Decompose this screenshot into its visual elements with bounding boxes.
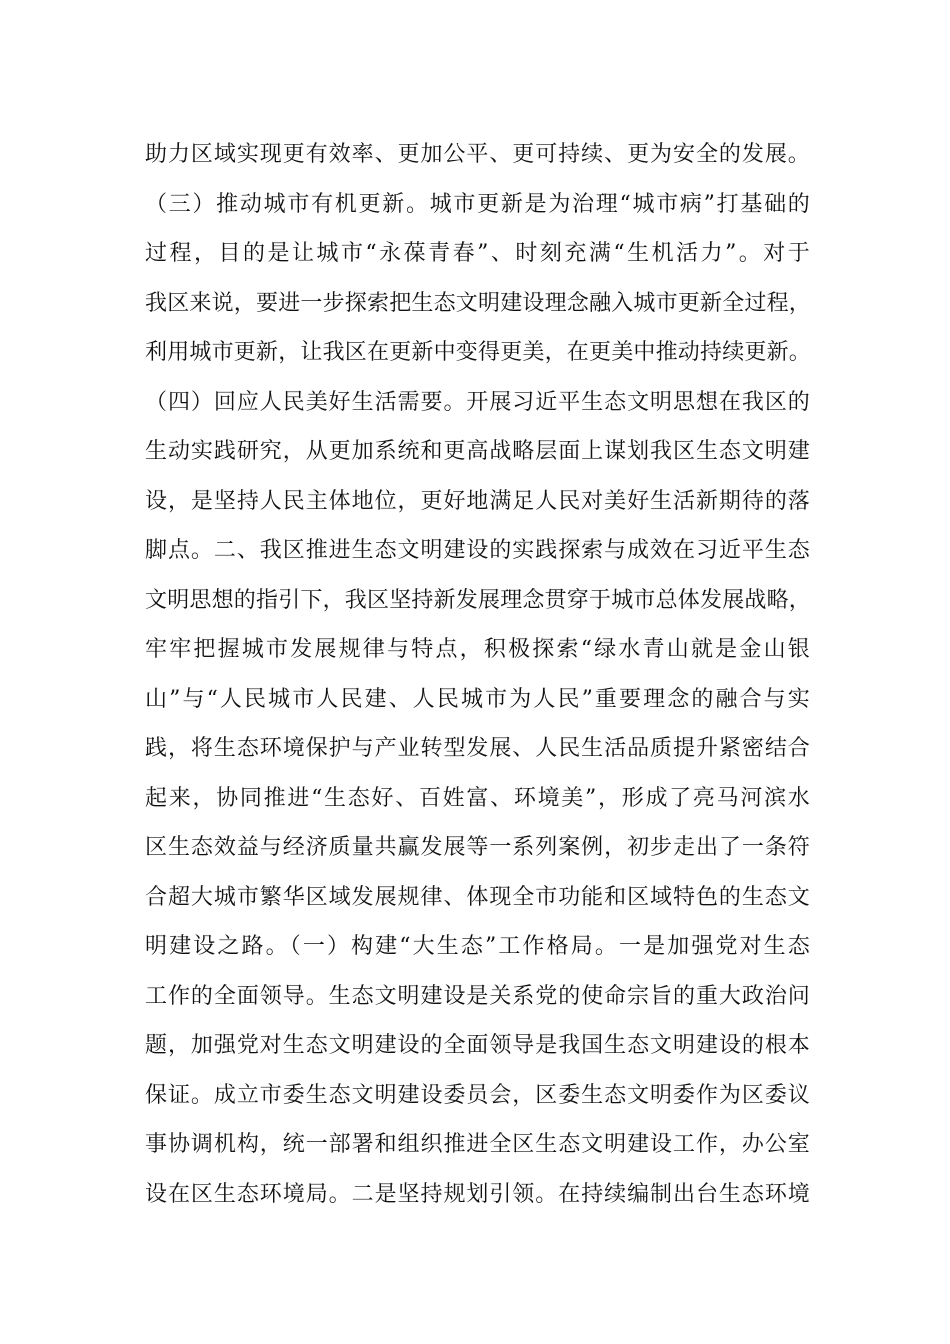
text-line-19: 题，加强党对生态文明建设的全面领导是我国生态文明建设的根本 xyxy=(145,1033,810,1058)
text-line-1: 助力区域实现更有效率、更加公平、更可持续、更为安全的发展。 xyxy=(145,142,810,167)
text-line-6: （四）回应人民美好生活需要。开展习近平生态文明思想在我区的 xyxy=(145,389,810,415)
text-line-2: （三）推动城市有机更新。城市更新是为治理“城市病”打基础的 xyxy=(145,191,810,217)
text-line-8: 设，是坚持人民主体地位，更好地满足人民对美好生活新期待的落 xyxy=(145,488,810,514)
text-line-22: 设在区生态环境局。二是坚持规划引领。在持续编制出台生态环境 xyxy=(145,1181,810,1207)
text-line-7: 生动实践研究，从更加系统和更高战略层面上谋划我区生态文明建 xyxy=(145,439,810,464)
text-line-21: 事协调机构，统一部署和组织推进全区生态文明建设工作，办公室 xyxy=(145,1132,810,1157)
text-line-13: 践，将生态环境保护与产业转型发展、人民生活品质提升紧密结合 xyxy=(145,736,810,761)
text-line-20: 保证。成立市委生态文明建设委员会，区委生态文明委作为区委议 xyxy=(145,1082,810,1108)
text-line-17: 明建设之路。（一）构建“大生态”工作格局。一是加强党对生态 xyxy=(145,934,810,959)
text-line-16: 合超大城市繁华区域发展规律、体现全市功能和区域特色的生态文 xyxy=(145,884,810,910)
text-line-14: 起来，协同推进“生态好、百姓富、环境美”，形成了亮马河滨水 xyxy=(145,785,810,811)
text-line-11: 牢牢把握城市发展规律与特点，积极探索“绿水青山就是金山银 xyxy=(145,637,810,662)
text-line-5: 利用城市更新，让我区在更新中变得更美，在更美中推动持续更新。 xyxy=(145,340,812,365)
text-line-4: 我区来说，要进一步探索把生态文明建设理念融入城市更新全过程， xyxy=(145,290,812,316)
text-line-18: 工作的全面领导。生态文明建设是关系党的使命宗旨的重大政治问 xyxy=(145,983,810,1009)
text-line-9: 脚点。二、我区推进生态文明建设的实践探索与成效在习近平生态 xyxy=(145,538,810,563)
text-line-15: 区生态效益与经济质量共赢发展等一系列案例，初步走出了一条符 xyxy=(145,835,810,860)
text-line-3: 过程，目的是让城市“永葆青春”、时刻充满“生机活力”。对于 xyxy=(145,241,810,266)
text-line-10: 文明思想的指引下，我区坚持新发展理念贯穿于城市总体发展战略， xyxy=(145,587,812,613)
text-line-12: 山”与“人民城市人民建、人民城市为人民”重要理念的融合与实 xyxy=(145,686,810,712)
body-text xyxy=(145,130,810,1219)
